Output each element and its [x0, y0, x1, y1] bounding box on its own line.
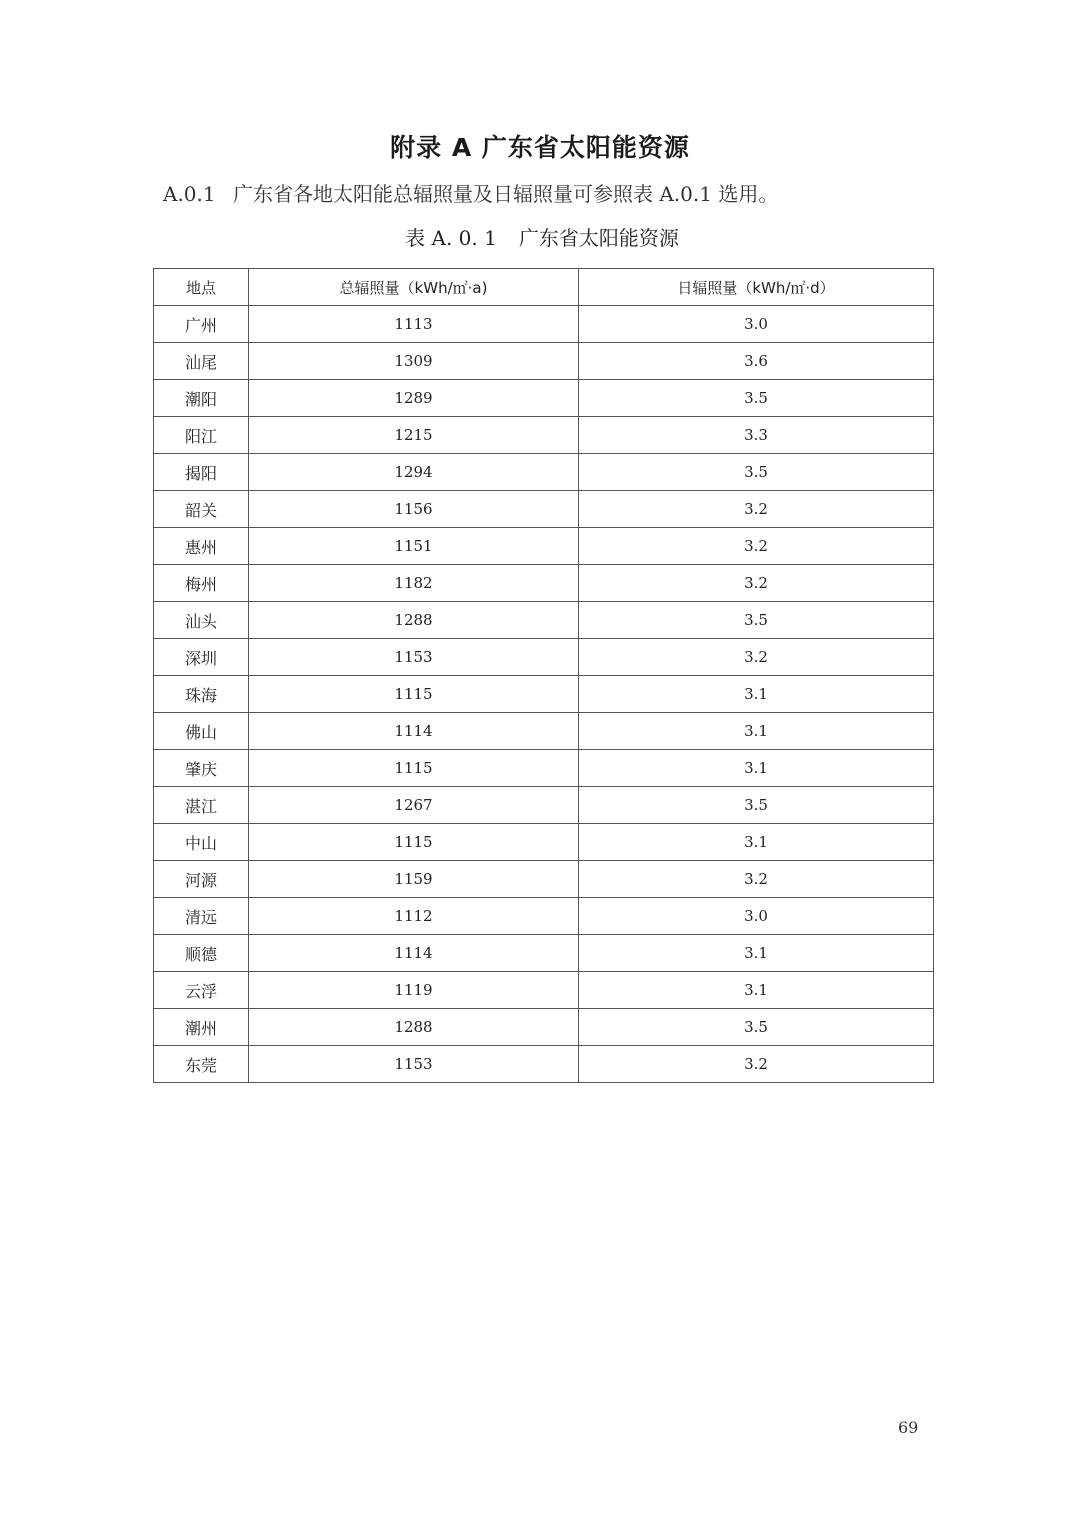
location-cell: 云浮 — [154, 972, 249, 1009]
total-irradiation-cell: 1294 — [249, 454, 579, 491]
clause-number: A.0.1 — [163, 182, 216, 206]
clause-paragraph — [163, 176, 778, 212]
table-caption-name: 广东省太阳能资源 — [518, 226, 679, 250]
location-cell: 汕头 — [154, 602, 249, 639]
clause-text: 广东省各地太阳能总辐照量及日辐照量可参照表 A.0.1 选用。 — [233, 182, 779, 206]
daily-irradiation-cell: 3.5 — [579, 454, 934, 491]
total-irradiation-cell: 1115 — [249, 676, 579, 713]
table-body — [154, 306, 934, 1083]
location-cell: 清远 — [154, 898, 249, 935]
location-cell: 东莞 — [154, 1046, 249, 1083]
daily-irradiation-cell: 3.5 — [579, 380, 934, 417]
total-irradiation-cell: 1114 — [249, 713, 579, 750]
table-row — [154, 898, 934, 935]
total-irradiation-cell: 1288 — [249, 602, 579, 639]
table-row — [154, 491, 934, 528]
table-row — [154, 676, 934, 713]
table-row — [154, 750, 934, 787]
daily-irradiation-cell: 3.2 — [579, 639, 934, 676]
total-irradiation-cell: 1115 — [249, 750, 579, 787]
location-cell: 潮州 — [154, 1009, 249, 1046]
daily-irradiation-cell: 3.5 — [579, 1009, 934, 1046]
table-row — [154, 1046, 934, 1083]
total-irradiation-cell: 1113 — [249, 306, 579, 343]
location-cell: 潮阳 — [154, 380, 249, 417]
location-cell: 阳江 — [154, 417, 249, 454]
location-cell: 揭阳 — [154, 454, 249, 491]
total-irradiation-cell: 1114 — [249, 935, 579, 972]
table-row — [154, 417, 934, 454]
location-cell: 佛山 — [154, 713, 249, 750]
total-irradiation-cell: 1267 — [249, 787, 579, 824]
appendix-heading: 附录 A 广东省太阳能资源 — [390, 133, 690, 162]
daily-irradiation-cell: 3.0 — [579, 898, 934, 935]
table-row — [154, 972, 934, 1009]
table-row — [154, 602, 934, 639]
location-cell: 顺德 — [154, 935, 249, 972]
location-cell: 珠海 — [154, 676, 249, 713]
table-row — [154, 713, 934, 750]
daily-irradiation-cell: 3.1 — [579, 972, 934, 1009]
location-cell: 惠州 — [154, 528, 249, 565]
total-irradiation-cell: 1115 — [249, 824, 579, 861]
total-irradiation-cell: 1112 — [249, 898, 579, 935]
table-row — [154, 380, 934, 417]
daily-irradiation-cell: 3.3 — [579, 417, 934, 454]
daily-irradiation-cell: 3.2 — [579, 1046, 934, 1083]
daily-irradiation-cell: 3.2 — [579, 861, 934, 898]
header-location: 地点 — [154, 269, 249, 306]
daily-irradiation-cell: 3.2 — [579, 528, 934, 565]
table-row — [154, 1009, 934, 1046]
location-cell: 梅州 — [154, 565, 249, 602]
location-cell: 中山 — [154, 824, 249, 861]
table-row — [154, 824, 934, 861]
table-header-row — [154, 269, 934, 306]
daily-irradiation-cell: 3.1 — [579, 935, 934, 972]
table-row — [154, 528, 934, 565]
table-row — [154, 787, 934, 824]
table-row — [154, 306, 934, 343]
location-cell: 韶关 — [154, 491, 249, 528]
location-cell: 河源 — [154, 861, 249, 898]
daily-irradiation-cell: 3.2 — [579, 565, 934, 602]
daily-irradiation-cell: 3.5 — [579, 602, 934, 639]
location-cell: 汕尾 — [154, 343, 249, 380]
total-irradiation-cell: 1288 — [249, 1009, 579, 1046]
total-irradiation-cell: 1156 — [249, 491, 579, 528]
daily-irradiation-cell: 3.1 — [579, 750, 934, 787]
location-cell: 肇庆 — [154, 750, 249, 787]
total-irradiation-cell: 1153 — [249, 1046, 579, 1083]
total-irradiation-cell: 1159 — [249, 861, 579, 898]
header-daily-irradiation: 日辐照量（kWh/㎡·d） — [579, 269, 934, 306]
total-irradiation-cell: 1153 — [249, 639, 579, 676]
table-caption-number: 表 A. 0. 1 — [405, 226, 497, 250]
table-caption — [0, 220, 1080, 256]
page-number: 69 — [898, 1418, 919, 1437]
table-row — [154, 935, 934, 972]
total-irradiation-cell: 1309 — [249, 343, 579, 380]
table-row — [154, 565, 934, 602]
daily-irradiation-cell: 3.5 — [579, 787, 934, 824]
header-total-irradiation: 总辐照量（kWh/㎡·a) — [249, 269, 579, 306]
total-irradiation-cell: 1182 — [249, 565, 579, 602]
daily-irradiation-cell: 3.1 — [579, 676, 934, 713]
total-irradiation-cell: 1119 — [249, 972, 579, 1009]
solar-resource-table — [153, 268, 934, 1083]
table-row — [154, 639, 934, 676]
daily-irradiation-cell: 3.1 — [579, 713, 934, 750]
location-cell: 广州 — [154, 306, 249, 343]
location-cell: 湛江 — [154, 787, 249, 824]
table-row — [154, 861, 934, 898]
daily-irradiation-cell: 3.1 — [579, 824, 934, 861]
daily-irradiation-cell: 3.2 — [579, 491, 934, 528]
total-irradiation-cell: 1289 — [249, 380, 579, 417]
table-row — [154, 343, 934, 380]
total-irradiation-cell: 1151 — [249, 528, 579, 565]
total-irradiation-cell: 1215 — [249, 417, 579, 454]
daily-irradiation-cell: 3.6 — [579, 343, 934, 380]
location-cell: 深圳 — [154, 639, 249, 676]
daily-irradiation-cell: 3.0 — [579, 306, 934, 343]
table-row — [154, 454, 934, 491]
